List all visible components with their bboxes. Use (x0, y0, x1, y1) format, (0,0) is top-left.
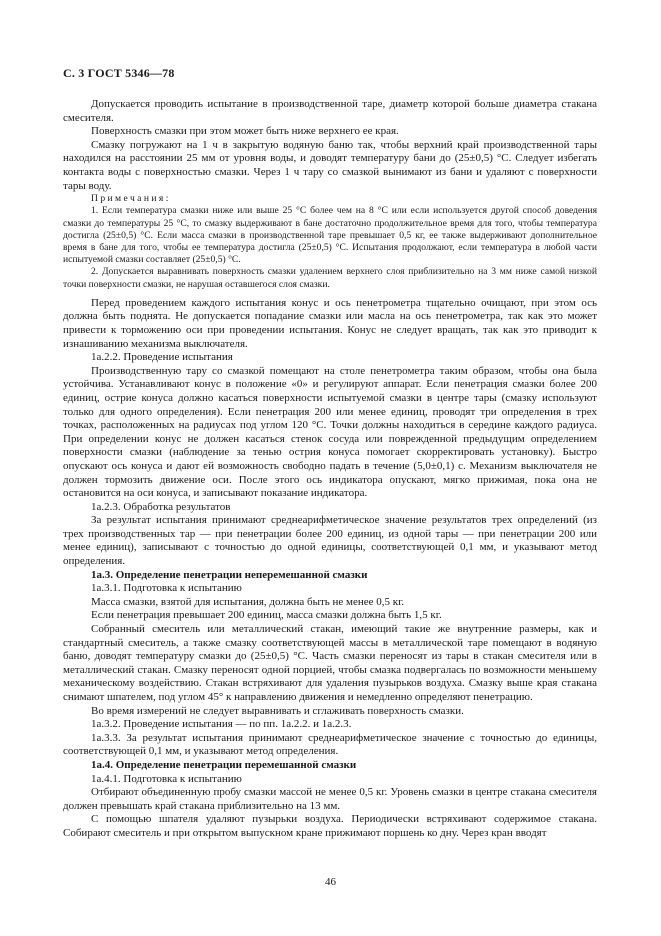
note-item: 2. Допускается выравнивать поверхность смазки удалением верхнего слоя приблизительно на 3 мм ниже самой низкой точки поверхности смазки, не нарушая оставшегося слоя смазки. (63, 266, 597, 290)
paragraph: За результат испытания принимают среднеарифметическое значение результатов трех определений (из трех производственных тар — при пенетрации более 200 единиц, из одной тары — при пенетрации 200 или менее единиц), записывают с точностью до одной единицы, соответствующей 0,1 мм, и указывают метод определения. (63, 514, 597, 568)
paragraph: 1а.3.1. Подготовка к испытанию (91, 582, 242, 595)
paragraph: Допускается проводить испытание в производственной таре, диаметр которой больше диаметра стакана смесителя. (63, 98, 597, 124)
paragraph: 1а.2.2. Проведение испытания (91, 351, 233, 364)
note-item: 1. Если температура смазки ниже или выше 25 °С более чем на 8 °С или если используется другой способ доведения смазки до температуры 25 °С, то смазку выдерживают в бане достаточно продолжительное время для того, чтобы температура достигла (25±0,5) °С. Если масса смазки в производственной таре превышает 0,5 кг, ее также выдерживают дополнительное время в бане для того, чтобы ее температура достигла (25±0,5) °С. Испытания продолжают, если температура в любой части испытуемой смазки составляет (25±0,5) °С. (63, 205, 597, 266)
paragraph: Смазку погружают на 1 ч в закрытую водяную баню так, чтобы верхний край производственной тары находился на расстоянии 25 мм от уровня воды, и доводят температуру бани до (25±0,5) °С. Следует избегать контакта воды с поверхностью смазки. Через 1 ч тару со смазкой вынимают из бани и удаляют с поверхности тары воду. (63, 138, 597, 192)
main-paragraphs (63, 297, 597, 841)
paragraph: Собранный смеситель или металлический стакан, имеющий такие же внутренние размеры, как и стандартный смеситель, а также смазку соответствующей массы в металлической таре помещают в водяную баню, доводят температуру смазки до (25±0,5) °С. Часть смазки переносят из тары в стакан смесителя или в металлический стакан. Смазку переносят одной порцией, чтобы смазка подвергалась по возможности меньшему механическому воздействию. Стакан встряхивают для удаления пузырьков воздуха. Смазку выше края стакана снимают шпателем, под углом 45° к направлению движения и немедленно определяют пенетрацию. (63, 623, 597, 703)
paragraph: Отбирают объединенную пробу смазки массой не менее 0,5 кг. Уровень смазки в центре стакана смесителя должен превышать край стакана приблизительно на 13 мм. (63, 786, 597, 812)
notes-title: Примечания: (91, 193, 171, 205)
section-heading: 1а.4. Определение пенетрации перемешанной смазки (91, 758, 357, 771)
notes-block (63, 193, 597, 291)
paragraph: 1а.3.2. Проведение испытания — по пп. 1а.2.2. и 1а.2.3. (91, 718, 352, 731)
paragraph: Перед проведением каждого испытания конус и ось пенетрометра тщательно очищают, при этом ось должна быть поднята. Не допускается попадание смазки или масла на ось пенетрометра, так как это может привести к торможению оси при проведении испытания. Конус не следует вращать, так как это приводит к изнашиванию механизма выключателя. (63, 296, 597, 350)
paragraph: 1а.4.1. Подготовка к испытанию (91, 772, 242, 785)
paragraph: Во время измерений не следует выравнивать и сглаживать поверхность смазки. (91, 704, 464, 717)
paragraph: Поверхность смазки при этом может быть ниже верхнего ее края. (91, 125, 399, 138)
paragraph: С помощью шпателя удаляют пузырьки воздуха. Периодически встряхивают содержимое стакана. Собирают смеситель и при открытом выпускном кране прижимают поршень ко дну. Через кран вводят (63, 813, 597, 839)
paragraph: Производственную тару со смазкой помещают на столе пенетрометра таким образом, чтобы она была устойчива. Устанавливают конус в положение «0» и регулируют аппарат. Если пенетрация смазки более 200 единиц, острие конуса должно касаться поверхности испытуемой смазки в центре тары (смазку используют только для одного определения). Если пенетрация 200 или менее единиц, проводят три определения в трех точках, расположенных на радиусах под углом 120 °С. Точки должны находиться в середине каждого радиуса. При определении конус не должен касаться стенок сосуда или поврежденной предыдущим определением поверхности смазки (наблюдение за тенью острия конуса помогает скорректировать установку). Быстро опускают ось конуса и дают ей возможность свободно падать в течение (5,0±0,1) с. Механизм выключателя не должен тормозить движение оси. После этого ось индикатора опускают, мягко прижимая, пока она не остановится на оси конуса, и записывают показание индикатора. (63, 364, 597, 500)
paragraph: 1а.2.3. Обработка результатов (91, 500, 231, 513)
page-header: С. 3 ГОСТ 5346—78 (63, 66, 175, 80)
page-body (63, 98, 597, 841)
paragraph: Масса смазки, взятой для испытания, должна быть не менее 0,5 кг. (91, 595, 405, 608)
section-heading: 1а.3. Определение пенетрации неперемешанной смазки (91, 568, 368, 581)
paragraph: Если пенетрация превышает 200 единиц, масса смазки должна быть 1,5 кг. (91, 609, 442, 622)
page-number: 46 (325, 876, 336, 888)
paragraph: 1а.3.3. За результат испытания принимают среднеарифметическое значение с точностью до единицы, соответствующей 0,1 мм, и указывают метод определения. (63, 731, 597, 758)
